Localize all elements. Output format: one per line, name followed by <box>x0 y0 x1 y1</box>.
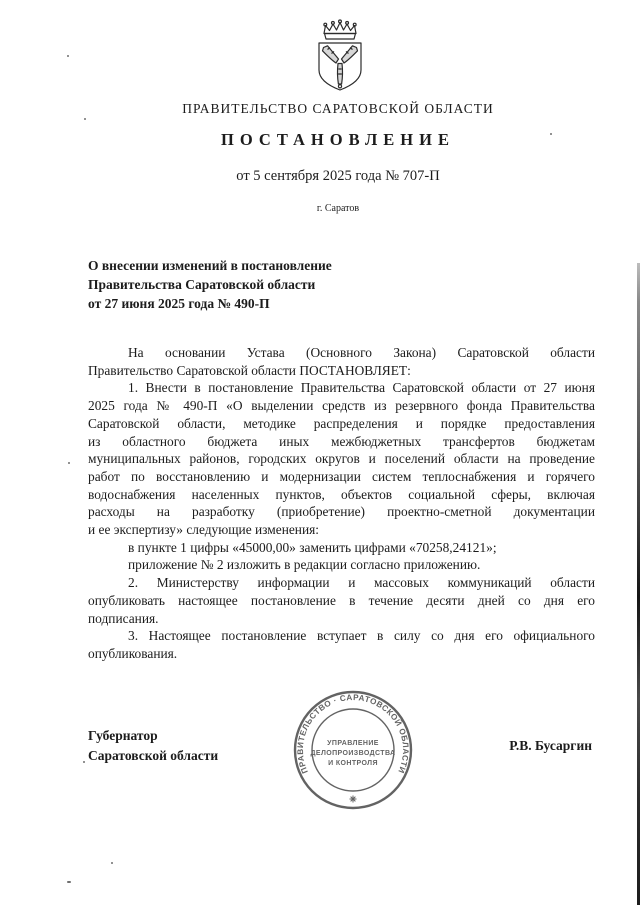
document-type-title: ПОСТАНОВЛЕНИЕ <box>221 130 455 149</box>
body-line: и ее экспертизу» следующие изменения: <box>88 522 320 538</box>
official-stamp <box>292 689 414 811</box>
subject-line: О внесении изменений в постановление <box>88 258 332 273</box>
body-line: опубликования. <box>88 645 178 661</box>
paragraph <box>88 539 595 557</box>
subject-line: Правительства Саратовской области <box>88 277 316 293</box>
body-line: опубликовать настоящее постановление в течение десяти дней со дня его <box>88 592 595 608</box>
signer-name: Р.В. Бусаргин <box>509 738 592 753</box>
subject-line: от 27 июня 2025 года № 490-П <box>88 296 270 312</box>
paragraph <box>88 556 595 574</box>
paragraph <box>88 574 595 627</box>
city-line: г. Саратов <box>316 203 360 214</box>
stamp-ring-text: ПРАВИТЕЛЬСТВО · САРАТОВСКОЙ ОБЛАСТИ <box>295 692 411 775</box>
body-line: Правительство Саратовской области ПОСТАНОВЛЯЕТ: <box>88 362 411 378</box>
body-line: приложение № 2 изложить в редакции согласно приложению. <box>128 557 481 573</box>
org-name: ПРАВИТЕЛЬСТВО САРАТОВСКОЙ ОБЛАСТИ <box>182 101 494 116</box>
signer-title-line: Саратовской области <box>88 747 219 763</box>
body-text <box>88 344 595 663</box>
body-line: 3. Настоящее постановление вступает в силу со дня его официального <box>128 628 595 644</box>
signer-title-line: Губернатор <box>88 728 158 743</box>
subject-block <box>88 256 332 314</box>
scan-speck <box>84 118 86 120</box>
paragraph <box>88 379 595 538</box>
body-line: водоснабжения населенных пунктов, объектов социальной сферы, включая <box>88 486 595 502</box>
body-line: Саратовской области, методике распределения и порядке предоставления <box>88 415 595 431</box>
stamp-center-line: УПРАВЛЕНИЕ <box>327 740 379 747</box>
scan-speck <box>67 881 71 883</box>
scan-speck <box>111 862 113 864</box>
body-line: в пункте 1 цифры «45000,00» заменить цифрами «70258,24121»; <box>128 539 497 555</box>
scan-speck <box>83 761 85 763</box>
body-line: из областного бюджета иных межбюджетных трансфертов бюджетам <box>88 433 595 449</box>
scan-speck <box>67 55 69 57</box>
paragraph <box>88 627 595 662</box>
body-line: 2. Министерству информации и массовых коммуникаций области <box>128 575 595 591</box>
body-line: муниципальных районов, городских округов и поселений области на проведение <box>88 451 595 467</box>
scan-speck <box>68 462 70 464</box>
body-line: 1. Внести в постановление Правительства Саратовской области от 27 июня <box>128 380 595 396</box>
body-line: расходы на разработку (приобретение) проектно-сметной документации <box>88 504 595 520</box>
paragraph <box>88 344 595 379</box>
body-line: 2025 года № 490-П «О выделении средств из резервного фонда Правительства <box>88 398 595 414</box>
signature-block <box>0 687 640 822</box>
stamp-center-line: И КОНТРОЛЯ <box>328 760 378 767</box>
body-line: На основании Устава (Основного Закона) Саратовской области <box>128 345 595 360</box>
coat-of-arms-icon <box>311 19 369 97</box>
body-line: работ по восстановлению и модернизации систем теплоснабжения и горячего <box>88 468 595 484</box>
date-number-line: от 5 сентября 2025 года № 707-П <box>236 168 440 184</box>
stamp-star-icon <box>350 796 357 803</box>
stamp-center-line: ДЕЛОПРОИЗВОДСТВА <box>310 750 396 757</box>
signer-title <box>88 726 218 765</box>
body-line: подписания. <box>88 610 159 626</box>
scan-speck <box>550 133 552 135</box>
